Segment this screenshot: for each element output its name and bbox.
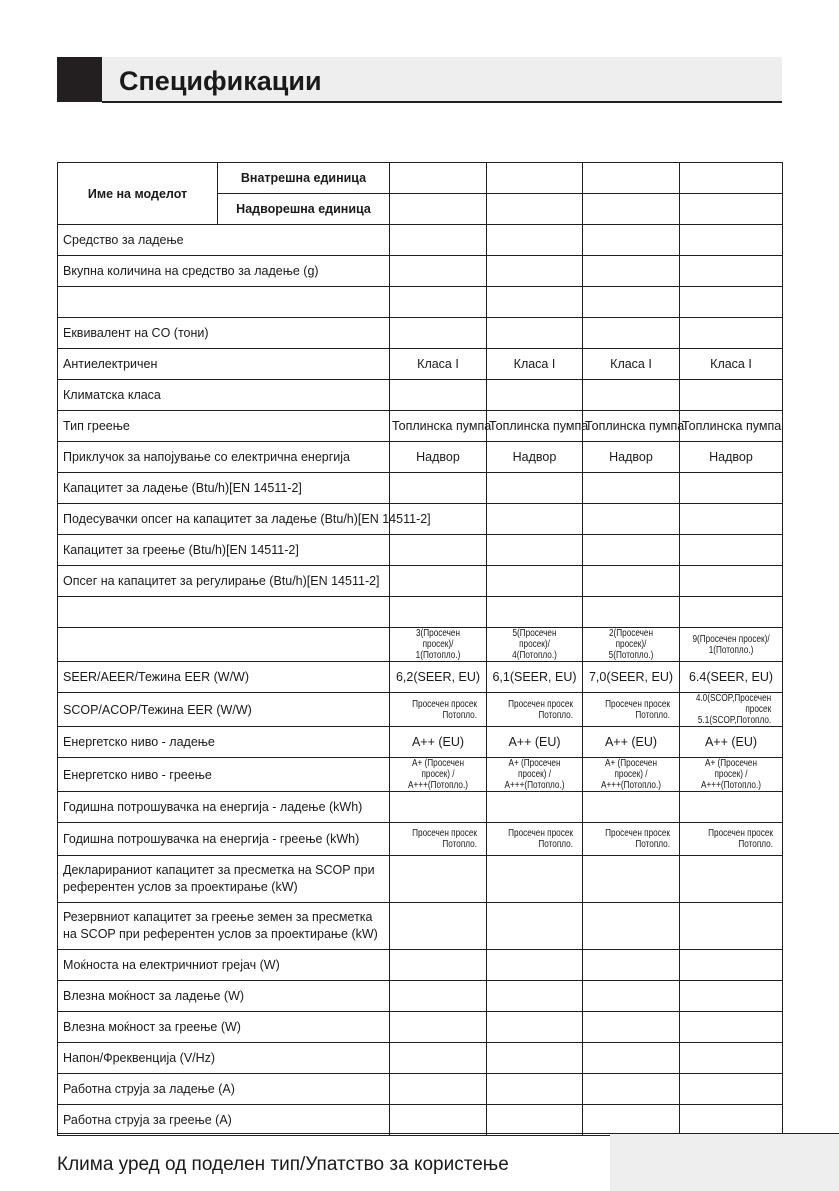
table-cell: [487, 1043, 583, 1074]
row-label: [58, 628, 390, 662]
table-row: [58, 411, 783, 442]
table-cell: A++ (EU): [390, 727, 487, 758]
table-cell: [583, 1105, 680, 1136]
table-row: [58, 1043, 783, 1074]
table-cell: [680, 950, 783, 981]
cell-line: 5(Потопло.): [608, 650, 654, 661]
cell-line: Потопло.: [538, 839, 573, 850]
cell-line: A+++(Потопло.): [408, 780, 468, 791]
table-cell: [487, 758, 583, 792]
table-cell: [487, 256, 583, 287]
table-cell: [680, 287, 783, 318]
table-row: [58, 693, 783, 727]
table-cell: [583, 287, 680, 318]
outdoor-unit-label: Надворешна единица: [218, 194, 390, 225]
table-cell: [680, 1074, 783, 1105]
row-label: Капацитет за ладење (Btu/h)[EN 14511-2]: [58, 473, 390, 504]
cell-line: Просечен просек: [605, 698, 670, 710]
table-cell: [487, 473, 583, 504]
table-cell: [390, 823, 487, 856]
cell-line: A+++(Потопло.): [504, 780, 565, 791]
cell-line: 1(Потопло.): [708, 644, 754, 656]
table-cell: [680, 856, 783, 903]
table-row: [58, 504, 783, 535]
table-cell: [583, 473, 680, 504]
table-cell: 6.4(SEER, EU): [680, 662, 783, 693]
table-cell: [390, 287, 487, 318]
table-cell: [487, 318, 583, 349]
table-cell: [583, 566, 680, 597]
row-label: Годишна потрошувачка на енергија - ладење (kWh): [58, 792, 390, 823]
table-cell: [487, 1074, 583, 1105]
cell-line: A+++(Потопло.): [601, 780, 661, 791]
cell-line: Потопло.: [738, 839, 773, 850]
footer-page-box: [610, 1134, 839, 1191]
row-label: Климатска класа: [58, 380, 390, 411]
row-label: [58, 597, 390, 628]
cell-line: Потопло.: [538, 709, 573, 721]
table-cell: [487, 194, 583, 225]
indoor-unit-label: Внатрешна единица: [218, 163, 390, 194]
row-label: Приклучок за напојување со електрична енергија: [58, 442, 390, 473]
table-cell: [680, 535, 783, 566]
table-cell: [583, 1012, 680, 1043]
table-cell: [583, 950, 680, 981]
table-row: [58, 981, 783, 1012]
cell-line: Потопло.: [635, 709, 670, 721]
page-title: Спецификации: [119, 66, 322, 96]
table-cell: [583, 1074, 680, 1105]
row-label: Еквивалент на CO (тони): [58, 318, 390, 349]
row-label: Антиелектричен: [58, 349, 390, 380]
table-cell: Класа I: [680, 349, 783, 380]
table-row: [58, 628, 783, 662]
table-cell: [390, 380, 487, 411]
table-cell: [390, 194, 487, 225]
row-label: Средство за ладење: [58, 225, 390, 256]
table-row: [58, 349, 783, 380]
cell-line: Просечен просек: [412, 828, 477, 839]
table-cell: Класа I: [390, 349, 487, 380]
table-cell: [487, 628, 583, 662]
table-row: [58, 1074, 783, 1105]
table-row: [58, 473, 783, 504]
cell-line: 9(Просечен просек)/: [692, 633, 770, 645]
table-cell: [583, 792, 680, 823]
table-cell: Надвор: [680, 442, 783, 473]
row-label: Влезна моќност за ладење (W): [58, 981, 390, 1012]
table-row: [58, 727, 783, 758]
cell-line: Просечен просек: [508, 828, 573, 839]
table-cell: Топлинска пумпа: [583, 411, 680, 442]
table-cell: [583, 380, 680, 411]
row-label: Моќноста на електричниот грејач (W): [58, 950, 390, 981]
row-label: Декларираниот капацитет за пресметка на SCOP при референтен услов за проектирање (kW): [58, 856, 390, 903]
row-label: Капацитет за греење (Btu/h)[EN 14511-2]: [58, 535, 390, 566]
row-label: Работна струја за греење (A): [58, 1105, 390, 1136]
table-cell: [680, 163, 783, 194]
table-cell: [487, 380, 583, 411]
table-row: [58, 163, 783, 194]
table-cell: [583, 628, 680, 662]
table-row: [58, 662, 783, 693]
header-black-block: [57, 57, 102, 102]
table-cell: [487, 535, 583, 566]
table-cell: [583, 504, 680, 535]
table-cell: [390, 758, 487, 792]
table-cell: [583, 256, 680, 287]
table-cell: [390, 225, 487, 256]
table-cell: [487, 225, 583, 256]
table-cell: [583, 758, 680, 792]
table-cell: [487, 823, 583, 856]
row-label: Енергетско ниво - греење: [58, 758, 390, 792]
table-row: [58, 380, 783, 411]
cell-line: A+++(Потопло.): [701, 780, 761, 791]
table-cell: [487, 981, 583, 1012]
table-cell: [487, 287, 583, 318]
table-cell: [390, 597, 487, 628]
table-row: [58, 318, 783, 349]
footer-title: Клима уред од поделен тип/Упатство за користење: [57, 1154, 509, 1175]
table-cell: [390, 1105, 487, 1136]
table-cell: [390, 163, 487, 194]
cell-line: Потопло.: [442, 709, 477, 721]
row-label: Опсег на капацитет за регулирање (Btu/h)[EN 14511-2]: [58, 566, 390, 597]
table-cell: [390, 473, 487, 504]
table-row: [58, 903, 783, 950]
table-cell: [583, 823, 680, 856]
table-cell: [680, 473, 783, 504]
table-row: [58, 792, 783, 823]
specifications-table: [57, 162, 783, 1136]
table-row: [58, 758, 783, 792]
table-cell: [390, 1012, 487, 1043]
cell-line: 2(Просечен просек)/: [608, 628, 654, 650]
cell-line: Просечен просек: [508, 698, 573, 710]
table-cell: [680, 1043, 783, 1074]
table-cell: [680, 1012, 783, 1043]
row-label: Работна струја за ладење (A): [58, 1074, 390, 1105]
table-cell: A++ (EU): [487, 727, 583, 758]
table-cell: [390, 1074, 487, 1105]
table-cell: Класа I: [583, 349, 680, 380]
table-cell: [583, 535, 680, 566]
table-cell: [390, 566, 487, 597]
table-cell: [390, 256, 487, 287]
cell-line: 1(Потопло.): [415, 650, 461, 661]
table-cell: [487, 792, 583, 823]
table-cell: [680, 566, 783, 597]
table-row: [58, 566, 783, 597]
table-cell: [680, 823, 783, 856]
table-cell: [487, 903, 583, 950]
table-cell: Надвор: [390, 442, 487, 473]
table-cell: [390, 318, 487, 349]
table-row: [58, 287, 783, 318]
table-cell: [680, 318, 783, 349]
table-cell: [680, 693, 783, 727]
cell-line: A+ (Просечен просек) /: [411, 758, 465, 780]
table-cell: [680, 504, 783, 535]
table-cell: [583, 903, 680, 950]
table-row: [58, 256, 783, 287]
table-cell: [583, 1043, 680, 1074]
table-cell: [390, 903, 487, 950]
table-cell: Топлинска пумпа: [487, 411, 583, 442]
table-cell: [680, 758, 783, 792]
row-label: Напон/Фреквенција (V/Hz): [58, 1043, 390, 1074]
row-label: Влезна моќност за греење (W): [58, 1012, 390, 1043]
table-cell: Топлинска пумпа: [390, 411, 487, 442]
table-cell: [680, 1105, 783, 1136]
table-cell: [390, 1043, 487, 1074]
table-row: [58, 856, 783, 903]
table-cell: [487, 1105, 583, 1136]
row-label: Тип греење: [58, 411, 390, 442]
table-cell: 6,1(SEER, EU): [487, 662, 583, 693]
cell-line: Просечен просек: [708, 828, 773, 839]
row-label: Енергетско ниво - ладење: [58, 727, 390, 758]
table-cell: [487, 1012, 583, 1043]
table-cell: [583, 856, 680, 903]
table-cell: [583, 163, 680, 194]
model-name-label: Име на моделот: [58, 163, 218, 225]
table-cell: [487, 163, 583, 194]
table-cell: 7,0(SEER, EU): [583, 662, 680, 693]
cell-line: 4(Потопло.): [512, 650, 557, 661]
table-cell: [487, 566, 583, 597]
cell-line: 5(Просечен просек)/: [512, 628, 557, 650]
cell-line: Потопло.: [635, 839, 670, 850]
table-cell: [390, 792, 487, 823]
table-cell: A++ (EU): [583, 727, 680, 758]
table-row: [58, 950, 783, 981]
table-cell: [487, 856, 583, 903]
table-cell: [680, 256, 783, 287]
table-cell: 6,2(SEER, EU): [390, 662, 487, 693]
row-label: Резервниот капацитет за греење земен за пресметка на SCOP при референтен услов за проектирање (kW): [58, 903, 390, 950]
row-label: SCOP/ACOP/Тежина EER (W/W): [58, 693, 390, 727]
row-label: [58, 287, 390, 318]
table-cell: [583, 318, 680, 349]
table-row: [58, 597, 783, 628]
cell-line: A+ (Просечен просек) /: [604, 758, 658, 780]
cell-line: Потопло.: [442, 839, 477, 850]
table-cell: [680, 628, 783, 662]
table-cell: [390, 981, 487, 1012]
table-cell: [680, 981, 783, 1012]
table-cell: [680, 194, 783, 225]
cell-line: A+ (Просечен просек) /: [704, 758, 758, 780]
table-cell: [583, 693, 680, 727]
table-cell: Класа I: [487, 349, 583, 380]
row-label: Вкупна количина на средство за ладење (g): [58, 256, 390, 287]
row-label: SEER/AEER/Тежина EER (W/W): [58, 662, 390, 693]
table-cell: Топлинска пумпа: [680, 411, 783, 442]
table-cell: [390, 535, 487, 566]
table-row: [58, 823, 783, 856]
table-cell: [487, 693, 583, 727]
table-cell: [583, 981, 680, 1012]
table-cell: [583, 225, 680, 256]
table-row: [58, 225, 783, 256]
cell-line: 5.1(SCOP,Потопло.: [697, 715, 772, 726]
table-cell: [583, 597, 680, 628]
table-row: [58, 1012, 783, 1043]
table-row: [58, 1105, 783, 1136]
table-cell: [487, 950, 583, 981]
table-cell: [390, 950, 487, 981]
table-cell: Надвор: [583, 442, 680, 473]
cell-line: Просечен просек: [412, 698, 477, 710]
table-cell: [390, 628, 487, 662]
table-cell: [680, 597, 783, 628]
table-cell: [680, 225, 783, 256]
row-label: Годишна потрошувачка на енергија - греење (kWh): [58, 823, 390, 856]
table-cell: [487, 597, 583, 628]
table-cell: [390, 856, 487, 903]
table-cell: [680, 903, 783, 950]
table-cell: A++ (EU): [680, 727, 783, 758]
table-cell: Надвор: [487, 442, 583, 473]
table-cell: [487, 504, 583, 535]
table-cell: [583, 194, 680, 225]
table-cell: [680, 792, 783, 823]
table-row: [58, 535, 783, 566]
cell-line: 4.0(SCOP,Просечен просек: [695, 693, 772, 715]
table-row: [58, 442, 783, 473]
cell-line: Просечен просек: [605, 828, 670, 839]
table-cell: [680, 380, 783, 411]
cell-line: A+ (Просечен просек) /: [508, 758, 561, 780]
table-cell: [390, 693, 487, 727]
cell-line: 3(Просечен просек)/: [415, 628, 461, 650]
row-label: Подесувачки опсег на капацитет за ладење (Btu/h)[EN 14511-2]: [58, 504, 390, 535]
